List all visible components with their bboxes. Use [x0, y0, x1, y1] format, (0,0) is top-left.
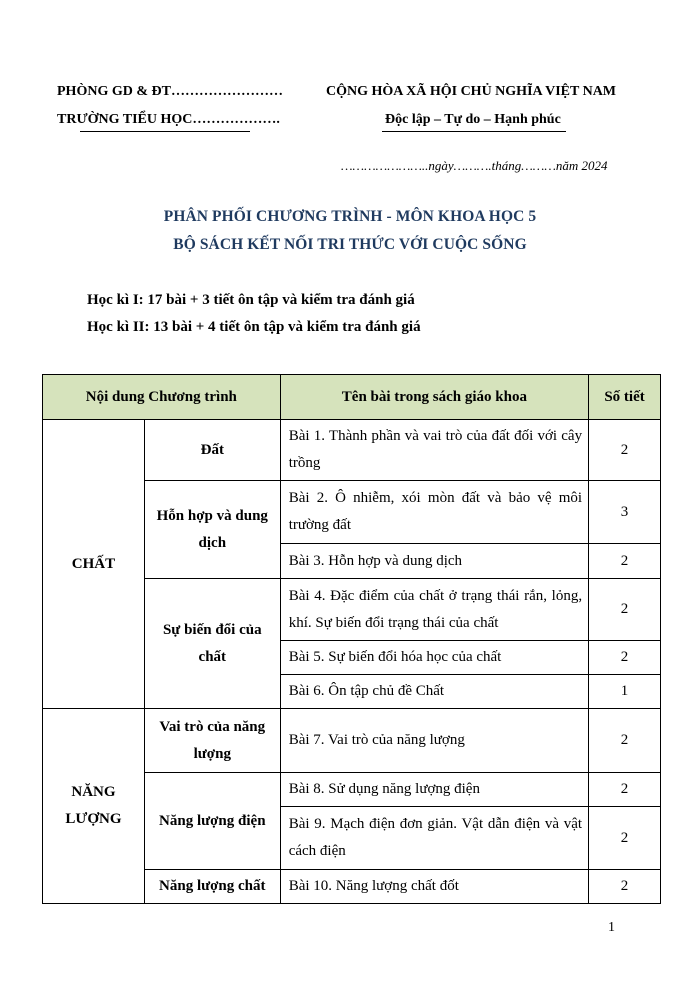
header-lesson-name: Tên bài trong sách giáo khoa — [280, 375, 588, 420]
page-number: 1 — [608, 920, 615, 935]
doc-subtitle: BỘ SÁCH KẾT NỐI TRI THỨC VỚI CUỘC SỐNG — [173, 236, 527, 253]
motto-underline — [382, 131, 566, 132]
lesson-periods: 3 — [589, 481, 661, 544]
lesson-name: Bài 7. Vai trò của năng lượng — [280, 709, 588, 773]
doc-title: PHÂN PHỐI CHƯƠNG TRÌNH - MÔN KHOA HỌC 5 — [163, 208, 537, 225]
semester-2-summary: Học kì II: 13 bài + 4 tiết ôn tập và kiểm tra đánh giá — [87, 319, 421, 335]
lesson-periods: 2 — [589, 807, 661, 870]
lesson-name: Bài 2. Ô nhiễm, xói mòn đất và bảo vệ môi trường đất — [280, 481, 588, 544]
topic-su-bien-doi: Sự biến đổi của chất — [144, 579, 280, 709]
lesson-name: Bài 5. Sự biến đổi hóa học của chất — [280, 641, 588, 675]
semester-1-summary: Học kì I: 17 bài + 3 tiết ôn tập và kiểm tra đánh giá — [87, 292, 415, 308]
table-header-row — [43, 375, 661, 420]
lesson-periods: 2 — [589, 579, 661, 641]
lesson-name: Bài 6. Ôn tập chủ đề Chất — [280, 675, 588, 709]
national-motto: Độc lập – Tự do – Hạnh phúc — [385, 112, 561, 127]
lesson-periods: 1 — [589, 675, 661, 709]
lesson-periods: 2 — [589, 709, 661, 773]
school-label: TRƯỜNG TIỂU HỌC………………. — [57, 112, 280, 127]
lesson-periods: 2 — [589, 870, 661, 904]
lesson-periods: 2 — [589, 773, 661, 807]
date-line: …………………..ngày……….tháng………năm 2024 — [341, 158, 608, 173]
topic-dat: Đất — [144, 420, 280, 481]
topic-nang-luong-chat: Năng lượng chất — [144, 870, 280, 904]
lesson-name: Bài 4. Đặc điểm của chất ở trạng thái rắn, lỏng, khí. Sự biến đổi trạng thái của chất — [280, 579, 588, 641]
lesson-name: Bài 1. Thành phần và vai trò của đất đối với cây trồng — [280, 420, 588, 481]
lesson-periods: 2 — [589, 544, 661, 579]
topic-hon-hop: Hỗn hợp và dung dịch — [144, 481, 280, 579]
table-row — [43, 420, 661, 481]
school-underline — [80, 131, 250, 132]
lesson-name: Bài 8. Sử dụng năng lượng điện — [280, 773, 588, 807]
curriculum-table — [42, 374, 661, 904]
national-title: CỘNG HÒA XÃ HỘI CHỦ NGHĨA VIỆT NAM — [326, 84, 617, 99]
category-chat: CHẤT — [43, 420, 145, 709]
header-periods: Số tiết — [589, 375, 661, 420]
lesson-periods: 2 — [589, 420, 661, 481]
lesson-name: Bài 9. Mạch điện đơn giản. Vật dẫn điện và vật cách điện — [280, 807, 588, 870]
header-content: Nội dung Chương trình — [43, 375, 281, 420]
lesson-periods: 2 — [589, 641, 661, 675]
category-nang-luong: NĂNG LƯỢNG — [43, 709, 145, 904]
topic-vai-tro-nang-luong: Vai trò của năng lượng — [144, 709, 280, 773]
lesson-name: Bài 3. Hỗn hợp và dung dịch — [280, 544, 588, 579]
lesson-name: Bài 10. Năng lượng chất đốt — [280, 870, 588, 904]
topic-nang-luong-dien: Năng lượng điện — [144, 773, 280, 870]
table-row — [43, 709, 661, 773]
department-label: PHÒNG GD & ĐT…………………… — [57, 84, 283, 99]
